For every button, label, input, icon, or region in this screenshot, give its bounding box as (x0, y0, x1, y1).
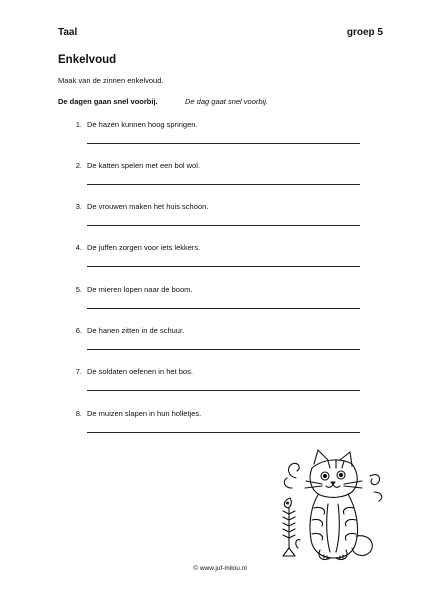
exercise-sentence: De muizen slapen in hun holletjes. (87, 409, 202, 418)
cat-with-fishbone-icon (278, 448, 388, 563)
subject-label: Taal (58, 27, 78, 38)
exercise-sentence: De juffen zorgen voor iets lekkers. (87, 243, 201, 252)
cat-head-icon (310, 460, 357, 497)
answer-line[interactable] (87, 308, 360, 309)
cat-body-icon (310, 494, 358, 558)
whisker-curl-icon (374, 492, 382, 501)
exercise-number: 1. (75, 120, 82, 129)
exercise-item (0, 120, 440, 160)
answer-line[interactable] (87, 143, 360, 144)
exercise-sentence: De soldaten oefenen in het bos. (87, 367, 193, 376)
exercise-item (0, 285, 440, 325)
exercise-item (0, 161, 440, 201)
group-label: groep 5 (346, 27, 383, 38)
exercise-number: 2. (75, 161, 82, 170)
exercise-number: 5. (75, 285, 82, 294)
exercise-sentence: De katten spelen met een bol wol. (87, 161, 200, 170)
cat-ear-icon (340, 452, 352, 466)
exercise-number: 4. (75, 243, 82, 252)
exercise-sentence: De mieren lopen naar de boom. (87, 285, 193, 294)
answer-line[interactable] (87, 432, 360, 433)
exercise-sentence: De hanen zitten in de schuur. (87, 326, 185, 335)
exercise-item (0, 243, 440, 283)
copyright-footer: © www.juf-milou.nl (193, 565, 247, 572)
exercise-sentence: De vrouwen maken het huis schoon. (87, 202, 209, 211)
fishbone-icon (283, 498, 295, 556)
exercise-number: 8. (75, 409, 82, 418)
whisker-curl-icon (370, 475, 380, 485)
example-question: De dagen gaan snel voorbij. (58, 97, 158, 106)
answer-line[interactable] (87, 184, 360, 185)
exercise-item (0, 326, 440, 366)
page-title: Enkelvoud (58, 54, 117, 66)
answer-line[interactable] (87, 390, 360, 391)
whisker-curl-icon (284, 478, 292, 488)
answer-line[interactable] (87, 349, 360, 350)
example-answer: De dag gaat snel voorbij. (185, 97, 268, 106)
exercise-number: 3. (75, 202, 82, 211)
instruction-text: Maak van de zinnen enkelvoud. (58, 76, 164, 85)
exercise-sentence: De hazen kunnen hoog springen. (87, 120, 198, 129)
cat-ear-icon (314, 450, 328, 464)
exercise-number: 6. (75, 326, 82, 335)
tail-curl-icon (289, 463, 300, 478)
exercise-item (0, 367, 440, 407)
exercise-number: 7. (75, 367, 82, 376)
answer-line[interactable] (87, 225, 360, 226)
exercise-item (0, 409, 440, 449)
exercise-item (0, 202, 440, 242)
answer-line[interactable] (87, 266, 360, 267)
